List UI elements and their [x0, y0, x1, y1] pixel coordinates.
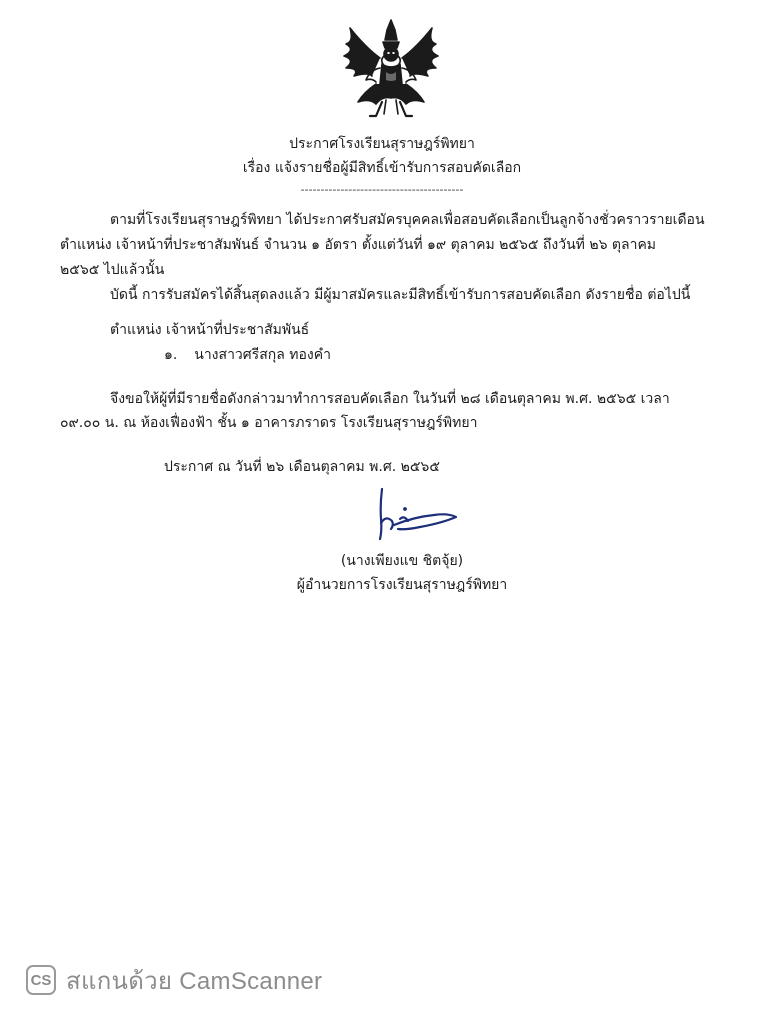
garuda-emblem-icon — [336, 18, 446, 120]
document-title: ประกาศโรงเรียนสุราษฎร์พิทยา — [289, 136, 475, 152]
candidate-number: ๑. — [164, 347, 178, 363]
title-separator: ----------------------------------------- — [300, 183, 464, 196]
signatory-position: ผู้อำนวยการโรงเรียนสุราษฎร์พิทยา — [296, 577, 508, 593]
paragraph-3-line-2: ๐๙.๐๐ น. ณ ห้องเฟื่องฟ้า ชั้น ๑ อาคารภราดร โรงเรียนสุราษฎร์พิทยา — [60, 415, 478, 431]
paragraph-1-line-3: ๒๕๖๕ ไปแล้วนั้น — [60, 262, 165, 278]
camscanner-logo-icon: CS — [26, 965, 56, 995]
candidate-list-item — [164, 346, 331, 364]
signatory-name: (นางเพียงแข ชิตจุ้ย) — [340, 553, 464, 569]
camscanner-watermark-text: สแกนด้วย CamScanner — [66, 967, 323, 995]
announce-date: ประกาศ ณ วันที่ ๒๖ เดือนตุลาคม พ.ศ. ๒๕๖๕ — [164, 459, 440, 475]
paragraph-1-line-2: ตำแหน่ง เจ้าหน้าที่ประชาสัมพันธ์ จำนวน ๑ อัตรา ตั้งแต่วันที่ ๑๙ ตุลาคม ๒๕๖๕ ถึงวันที่ ๒๖ ตุลาคม — [60, 237, 657, 253]
paragraph-2: บัดนี้ การรับสมัครได้สิ้นสุดลงแล้ว มีผู้มาสมัครและมีสิทธิ์เข้ารับการสอบคัดเลือก ดังรายชื่อ ต่อไปนี้ — [110, 287, 691, 303]
camscanner-watermark — [26, 960, 322, 1000]
candidate-name: นางสาวศรีสกุล ทองคำ — [194, 347, 331, 363]
paragraph-1-line-1: ตามที่โรงเรียนสุราษฎร์พิทยา ได้ประกาศรับสมัครบุคคลเพื่อสอบคัดเลือกเป็นลูกจ้างชั่วคราวรายเดือน — [110, 212, 705, 228]
position-heading: ตำแหน่ง เจ้าหน้าที่ประชาสัมพันธ์ — [110, 322, 310, 338]
document-subject: เรื่อง แจ้งรายชื่อผู้มีสิทธิ์เข้ารับการสอบคัดเลือก — [242, 160, 522, 176]
handwritten-signature — [364, 485, 460, 541]
paragraph-3-line-1: จึงขอให้ผู้ที่มีรายชื่อดังกล่าวมาทำการสอบคัดเลือก ในวันที่ ๒๘ เดือนตุลาคม พ.ศ. ๒๕๖๕ เวลา — [110, 391, 670, 407]
